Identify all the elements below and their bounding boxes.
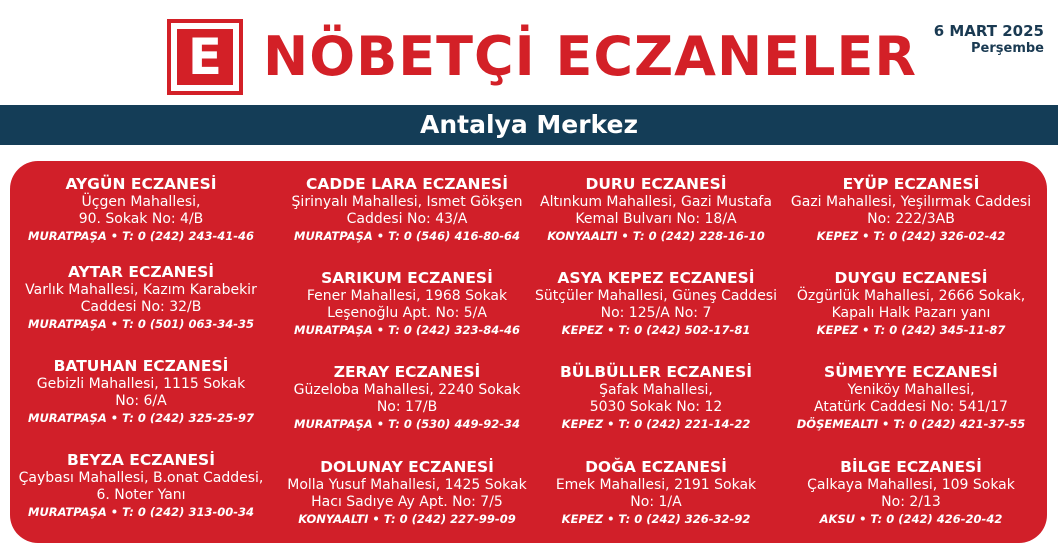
pharmacy-address-line: 5030 Sokak No: 12 <box>589 399 723 415</box>
pharmacy-address-line: No: 1/A <box>630 494 682 510</box>
pharmacy-address-line: Kemal Bulvarı No: 18/A <box>575 211 737 227</box>
pharmacy-address-line: No: 222/3AB <box>867 211 955 227</box>
pharmacy-entry <box>527 269 785 339</box>
pharmacy-name: BİLGE ECZANESİ <box>840 458 982 476</box>
pharmacy-entry <box>12 451 270 521</box>
pharmacy-district-phone: KEPEZ • T: 0 (242) 326-32-92 <box>561 512 751 526</box>
pharmacy-panel <box>10 161 1047 543</box>
pharmacy-district-phone: MURATPAŞA • T: 0 (530) 449-92-34 <box>294 417 520 431</box>
pharmacy-name: DOĞA ECZANESİ <box>585 458 727 476</box>
pharmacy-name: EYÜP ECZANESİ <box>842 175 980 193</box>
pharmacy-entry <box>782 269 1040 339</box>
pharmacy-address-line: Hacı Sadıye Ay Apt. No: 7/5 <box>311 494 503 510</box>
pharmacy-entry <box>527 363 785 433</box>
pharmacy-entry <box>278 269 536 339</box>
pharmacy-name: SÜMEYYE ECZANESİ <box>824 363 998 381</box>
pharmacy-name: AYTAR ECZANESİ <box>67 263 215 281</box>
page-title: NÖBETÇİ ECZANELER <box>263 25 917 88</box>
pharmacy-name: DUYGU ECZANESİ <box>834 269 988 287</box>
pharmacy-district-phone: MURATPAŞA • T: 0 (242) 325-25-97 <box>28 411 254 425</box>
pharmacy-district-phone: KEPEZ • T: 0 (242) 221-14-22 <box>561 417 751 431</box>
pharmacy-name: DURU ECZANESİ <box>585 175 727 193</box>
logo-letter: E <box>177 29 233 85</box>
pharmacy-entry <box>782 175 1040 245</box>
pharmacy-name: BEYZA ECZANESİ <box>67 451 215 469</box>
pharmacy-district-phone: MURATPAŞA • T: 0 (546) 416-80-64 <box>294 229 520 243</box>
day-text: Perşembe <box>971 41 1044 56</box>
pharmacy-district-phone: KONYAALTI • T: 0 (242) 228-16-10 <box>547 229 765 243</box>
pharmacy-entry <box>278 175 536 245</box>
pharmacy-name: DOLUNAY ECZANESİ <box>320 458 494 476</box>
pharmacy-address-line: No: 17/B <box>376 399 438 415</box>
pharmacy-address-line: No: 2/13 <box>881 494 941 510</box>
pharmacy-district-phone: KONYAALTI • T: 0 (242) 227-99-09 <box>298 512 516 526</box>
pharmacy-address-line: Atatürk Caddesi No: 541/17 <box>814 399 1008 415</box>
pharmacy-name: CADDE LARA ECZANESİ <box>306 175 508 193</box>
pharmacy-address-line: Caddesi No: 32/B <box>80 299 202 315</box>
pharmacy-address-line: Kapalı Halk Pazarı yanı <box>831 305 991 321</box>
pharmacy-address-line: Çalkaya Mahallesi, 109 Sokak <box>807 477 1015 493</box>
pharmacy-entry <box>527 175 785 245</box>
pharmacy-name: BATUHAN ECZANESİ <box>53 357 229 375</box>
date-text: 6 MART 2025 <box>933 22 1044 40</box>
pharmacy-address-line: Yeniköy Mahallesi, <box>847 382 975 398</box>
pharmacy-address-line: Şirinyalı Mahallesi, Ismet Gökşen <box>291 194 523 210</box>
pharmacy-entry <box>782 458 1040 528</box>
pharmacy-name: ZERAY ECZANESİ <box>333 363 481 381</box>
pharmacy-address-line: 6. Noter Yanı <box>96 487 186 503</box>
pharmacy-name: SARIKUM ECZANESİ <box>321 269 493 287</box>
pharmacy-name: ASYA KEPEZ ECZANESİ <box>557 269 755 287</box>
pharmacy-entry <box>278 458 536 528</box>
pharmacy-entry <box>527 458 785 528</box>
pharmacy-district-phone: MURATPAŞA • T: 0 (242) 243-41-46 <box>28 229 254 243</box>
pharmacy-address-line: Fener Mahallesi, 1968 Sokak <box>306 288 508 304</box>
pharmacy-district-phone: MURATPAŞA • T: 0 (501) 063-34-35 <box>28 317 254 331</box>
region-banner <box>0 105 1058 145</box>
pharmacy-address-line: Güzeloba Mahallesi, 2240 Sokak <box>293 382 521 398</box>
pharmacy-entry <box>12 175 270 245</box>
pharmacy-address-line: Gazi Mahallesi, Yeşilırmak Caddesi <box>790 194 1032 210</box>
pharmacy-entry <box>12 263 270 333</box>
pharmacy-address-line: Varlık Mahallesi, Kazım Karabekir <box>25 282 257 298</box>
pharmacy-district-phone: KEPEZ • T: 0 (242) 326-02-42 <box>816 229 1006 243</box>
logo <box>167 19 243 95</box>
pharmacy-name: AYGÜN ECZANESİ <box>65 175 217 193</box>
region-label: Antalya Merkez <box>419 110 639 139</box>
date-block <box>934 22 1044 58</box>
pharmacy-district-phone: KEPEZ • T: 0 (242) 345-11-87 <box>816 323 1006 337</box>
pharmacy-address-line: Çaybası Mahallesi, B.onat Caddesi, <box>18 470 264 486</box>
pharmacy-district-phone: MURATPAŞA • T: 0 (242) 313-00-34 <box>28 505 254 519</box>
pharmacy-address-line: Molla Yusuf Mahallesi, 1425 Sokak <box>287 477 527 493</box>
pharmacy-address-line: No: 6/A <box>115 393 167 409</box>
pharmacy-address-line: No: 125/A No: 7 <box>600 305 712 321</box>
pharmacy-address-line: Gebizli Mahallesi, 1115 Sokak <box>36 376 246 392</box>
pharmacy-district-phone: DÖŞEMEALTI • T: 0 (242) 421-37-55 <box>796 417 1026 431</box>
pharmacy-district-phone: AKSU • T: 0 (242) 426-20-42 <box>819 512 1003 526</box>
pharmacy-entry <box>278 363 536 433</box>
pharmacy-address-line: Üçgen Mahallesi, <box>81 194 201 210</box>
pharmacy-address-line: Şafak Mahallesi, <box>599 382 713 398</box>
pharmacy-address-line: Sütçüler Mahallesi, Güneş Caddesi <box>535 288 777 304</box>
pharmacy-district-phone: MURATPAŞA • T: 0 (242) 323-84-46 <box>294 323 520 337</box>
pharmacy-entry <box>12 357 270 427</box>
pharmacy-address-line: Altınkum Mahallesi, Gazi Mustafa <box>540 194 772 210</box>
pharmacy-address-line: Leşenoğlu Apt. No: 5/A <box>327 305 487 321</box>
pharmacy-address-line: Özgürlük Mahallesi, 2666 Sokak, <box>796 288 1026 304</box>
pharmacy-address-line: Caddesi No: 43/A <box>346 211 468 227</box>
pharmacy-name: BÜLBÜLLER ECZANESİ <box>559 363 753 381</box>
pharmacy-entry <box>782 363 1040 433</box>
pharmacy-address-line: 90. Sokak No: 4/B <box>78 211 204 227</box>
pharmacy-address-line: Emek Mahallesi, 2191 Sokak <box>555 477 757 493</box>
pharmacy-district-phone: KEPEZ • T: 0 (242) 502-17-81 <box>561 323 751 337</box>
